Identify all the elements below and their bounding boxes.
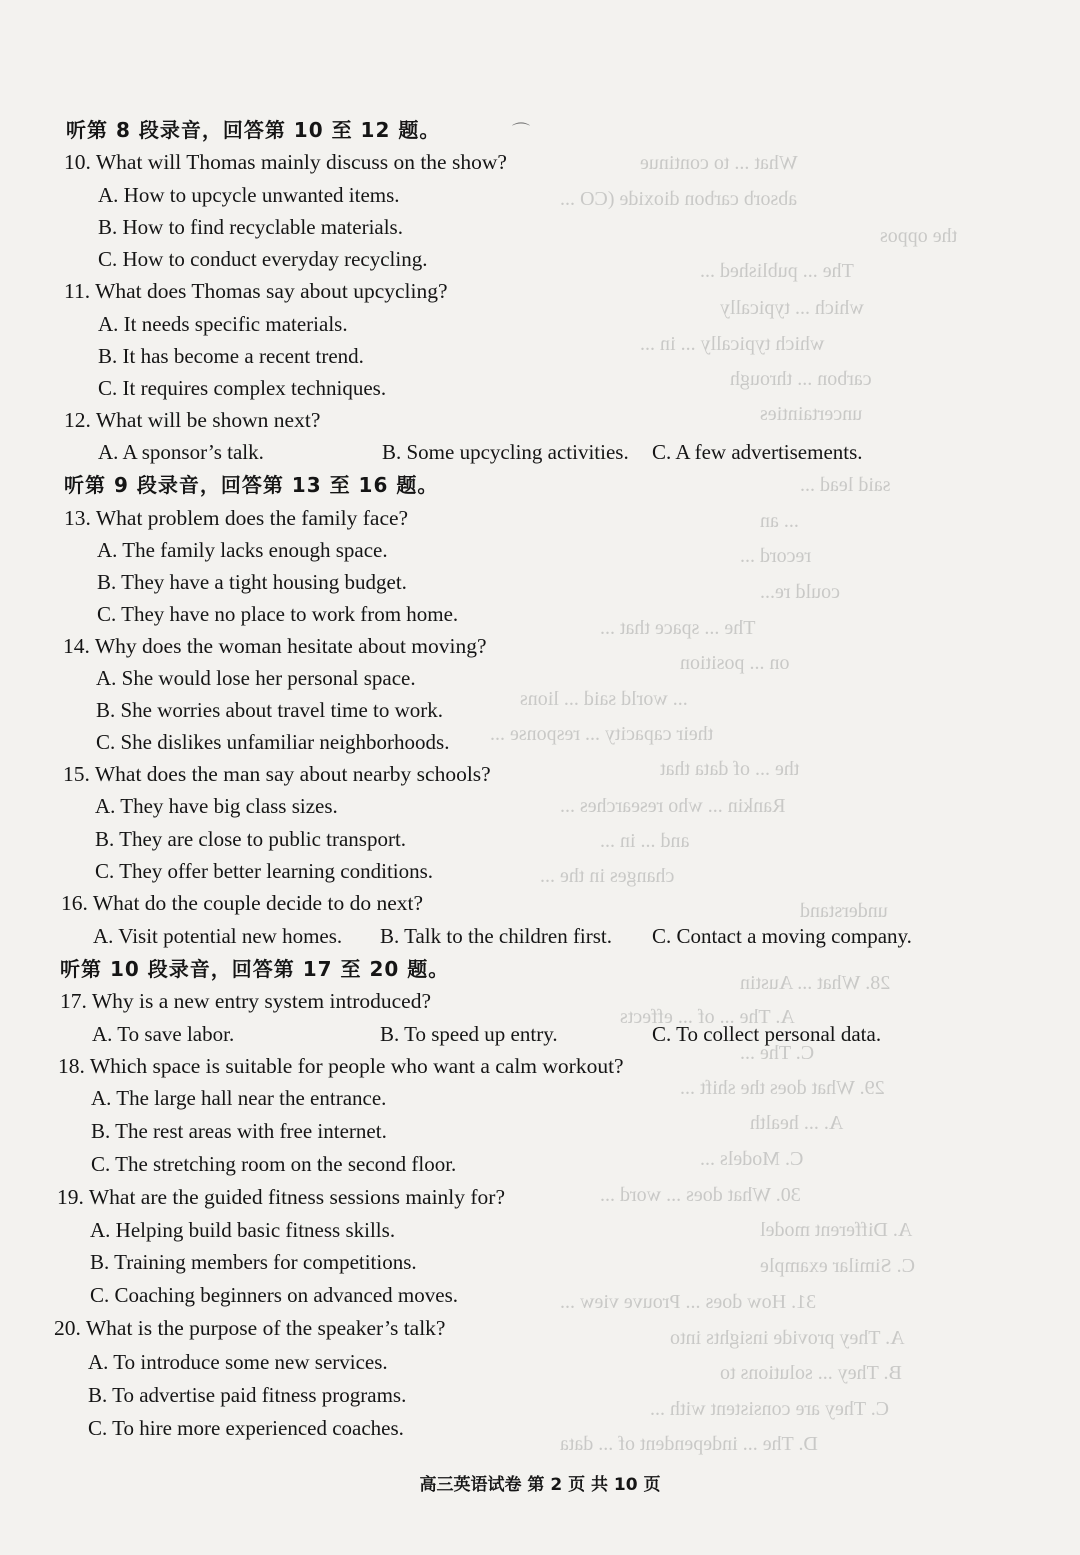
bleed-through-decoration: uncertainties	[760, 403, 863, 425]
question-15-stem: 15. What does the man say about nearby schools?	[63, 762, 491, 786]
section-heading-8: 听第 8 段录音，回答第 10 至 12 题。	[66, 118, 441, 142]
bleed-through-decoration: 28. What ... Austin	[740, 972, 891, 994]
bleed-through-decoration: absorb carbon dioxide (CO ...	[560, 188, 798, 210]
bleed-through-decoration: ... an	[760, 510, 799, 532]
bleed-through-decoration: C. The ...	[740, 1042, 815, 1064]
bleed-through-decoration: A. Different model	[760, 1219, 913, 1241]
bleed-through-decoration: record ...	[740, 545, 812, 567]
bleed-through-decoration: A. The ... of ... effects	[620, 1006, 795, 1028]
bleed-through-decoration: D. The ... independent of ... data	[560, 1433, 818, 1455]
question-11-option-b[interactable]: B. It has become a recent trend.	[98, 344, 364, 368]
stray-mark: ⌒	[512, 122, 530, 142]
question-20-option-c[interactable]: C. To hire more experienced coaches.	[88, 1416, 404, 1440]
bleed-through-decoration: changes in the ...	[540, 865, 675, 887]
question-11-stem: 11. What does Thomas say about upcycling?	[64, 279, 448, 303]
page-footer: 高三英语试卷 第 2 页 共 10 页	[419, 1475, 661, 1495]
question-18-option-a[interactable]: A. The large hall near the entrance.	[91, 1086, 387, 1110]
bleed-through-decoration: C. They are consistent with ...	[650, 1398, 890, 1420]
bleed-through-decoration: B. They ... solutions to	[720, 1362, 902, 1384]
question-16-stem: 16. What do the couple decide to do next?	[61, 891, 424, 915]
question-12-option-b[interactable]: B. Some upcycling activities.	[382, 440, 629, 464]
question-18-option-b[interactable]: B. The rest areas with free internet.	[91, 1119, 387, 1143]
question-19-option-a[interactable]: A. Helping build basic fitness skills.	[90, 1218, 396, 1242]
bleed-through-decoration: 31. How does ... Prouve view ...	[560, 1291, 817, 1313]
question-17-stem: 17. Why is a new entry system introduced?	[60, 989, 431, 1013]
question-14-option-b[interactable]: B. She worries about travel time to work.	[96, 698, 444, 722]
bleed-through-decoration: understand	[800, 900, 888, 922]
question-11-option-c[interactable]: C. It requires complex techniques.	[98, 376, 387, 400]
question-10-option-a[interactable]: A. How to upcycle unwanted items.	[98, 183, 400, 207]
question-14-stem: 14. Why does the woman hesitate about moving?	[63, 634, 487, 658]
question-11-option-a[interactable]: A. It needs specific materials.	[98, 312, 348, 336]
bleed-through-decoration: 29. What does the shift ...	[680, 1077, 885, 1099]
question-15-option-b[interactable]: B. They are close to public transport.	[95, 827, 407, 851]
section-heading-9: 听第 9 段录音，回答第 13 至 16 题。	[64, 473, 439, 497]
bleed-through-decoration: the ... of data that	[660, 758, 800, 780]
question-13-option-c[interactable]: C. They have no place to work from home.	[97, 602, 459, 626]
bleed-through-decoration: said lead ...	[800, 474, 891, 496]
question-14-option-a[interactable]: A. She would lose her personal space.	[96, 666, 416, 690]
question-18-stem: 18. Which space is suitable for people who want a calm workout?	[58, 1054, 624, 1078]
bleed-through-decoration: ... world said ... lions	[520, 688, 688, 710]
bleed-through-decoration: on ... position	[680, 652, 790, 674]
bleed-through-decoration: Rankin ... who researches ...	[560, 795, 786, 817]
question-12-option-a[interactable]: A. A sponsor’s talk.	[98, 440, 264, 464]
question-12-stem: 12. What will be shown next?	[64, 408, 321, 432]
bleed-through-decoration: could re...	[760, 581, 840, 603]
question-19-stem: 19. What are the guided fitness sessions mainly for?	[57, 1185, 506, 1209]
question-15-option-c[interactable]: C. They offer better learning conditions.	[95, 859, 434, 883]
bleed-through-decoration: 30. What does ... word ...	[600, 1184, 801, 1206]
question-19-option-c[interactable]: C. Coaching beginners on advanced moves.	[90, 1283, 458, 1307]
bleed-through-decoration: The ... space that ...	[600, 617, 756, 639]
question-17-option-b[interactable]: B. To speed up entry.	[380, 1022, 558, 1046]
question-13-option-a[interactable]: A. The family lacks enough space.	[97, 538, 388, 562]
question-16-option-b[interactable]: B. Talk to the children first.	[380, 924, 613, 948]
question-16-option-c[interactable]: C. Contact a moving company.	[652, 924, 912, 948]
bleed-through-decoration: carbon ... through	[730, 368, 872, 390]
bleed-through-decoration: which ... typically	[720, 297, 864, 319]
question-10-option-b[interactable]: B. How to find recyclable materials.	[98, 215, 403, 239]
question-17-option-a[interactable]: A. To save labor.	[92, 1022, 235, 1046]
bleed-through-decoration: C. Similar example	[760, 1255, 915, 1277]
question-18-option-c[interactable]: C. The stretching room on the second floor.	[91, 1152, 457, 1176]
section-heading-10: 听第 10 段录音，回答第 17 至 20 题。	[60, 957, 450, 981]
question-14-option-c[interactable]: C. She dislikes unfamiliar neighborhoods.	[96, 730, 450, 754]
bleed-through-decoration: the oppos	[880, 225, 958, 247]
bleed-through-decoration: The ... published ...	[700, 260, 854, 282]
question-10-stem: 10. What will Thomas mainly discuss on the show?	[64, 150, 507, 174]
bleed-through-decoration: and ... in ...	[600, 830, 690, 852]
bleed-through-decoration: their capacity ... response ...	[490, 723, 714, 745]
question-15-option-a[interactable]: A. They have big class sizes.	[95, 794, 338, 818]
question-13-option-b[interactable]: B. They have a tight housing budget.	[97, 570, 407, 594]
question-19-option-b[interactable]: B. Training members for competitions.	[90, 1250, 417, 1274]
bleed-through-decoration: which typically ... in ...	[640, 333, 825, 355]
bleed-through-decoration: A. They provide insights into	[670, 1327, 905, 1349]
question-20-option-a[interactable]: A. To introduce some new services.	[88, 1350, 388, 1374]
question-13-stem: 13. What problem does the family face?	[64, 506, 409, 530]
bleed-through-decoration: A. ... health	[750, 1112, 844, 1134]
question-20-stem: 20. What is the purpose of the speaker’s talk?	[54, 1316, 446, 1340]
bleed-through-decoration: C. Models ...	[700, 1148, 804, 1170]
question-16-option-a[interactable]: A. Visit potential new homes.	[93, 924, 343, 948]
question-20-option-b[interactable]: B. To advertise paid fitness programs.	[88, 1383, 407, 1407]
question-17-option-c[interactable]: C. To collect personal data.	[652, 1022, 882, 1046]
bleed-through-decoration: What ... to continue	[640, 152, 798, 174]
question-10-option-c[interactable]: C. How to conduct everyday recycling.	[98, 247, 428, 271]
question-12-option-c[interactable]: C. A few advertisements.	[652, 440, 863, 464]
